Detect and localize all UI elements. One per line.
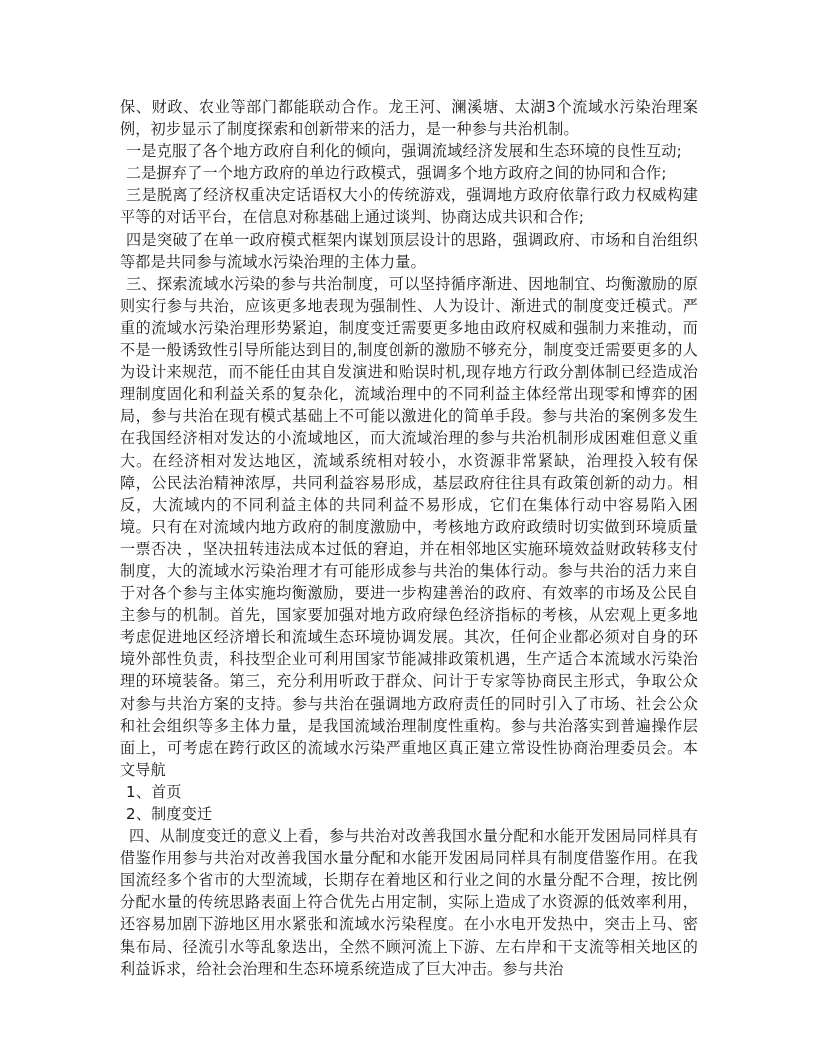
- paragraph: 四、从制度变迁的意义上看，参与共治对改善我国水量分配和水能开发困局同样具有借鉴作用参与共治对改善我国水量分配和水能开发困局同样具有制度借鉴作用。在我国流经多个省市的大型流域，长期存在着地区和行业之间的水量分配不合理，按比例分配水量的传统思路表面上符合优先占用定制，实际上造成了水资源的低效率利用，还容易加剧下游地区用水紧张和流域水污染程度。在小水电开发热中，突击上马、密集布局、径流引水等乱象迭出，全然不顾河流上下游、左右岸和干支流等相关地区的利益诉求，给社会治理和生态环境系统造成了巨大冲击。参与共治: [120, 827, 698, 978]
- paragraph: 二是摒弃了一个地方政府的单边行政模式，强调多个地方政府之间的协同和合作;: [126, 164, 667, 183]
- nav-link-home[interactable]: 1、首页: [126, 782, 182, 801]
- paragraph: 一是克服了各个地方政府自利化的倾向，强调流域经济发展和生态环境的良性互动;: [126, 142, 682, 161]
- document-body: [120, 96, 698, 980]
- nav-link-institutional-change[interactable]: 2、制度变迁: [126, 805, 213, 823]
- paragraph: 四是突破了在单一政府模式框架内谋划顶层设计的思路，强调政府、市场和自治组织等都是共同参与流域水污染治理的主体力量。: [120, 230, 698, 271]
- paragraph: 三是脱离了经济权重决定话语权大小的传统游戏，强调地方政府依靠行政力权威构建平等的对话平台，在信息对称基础上通过谈判、协商达成共识和合作;: [120, 186, 698, 227]
- paragraph: 保、财政、农业等部门都能联动合作。龙王河、澜溪塘、太湖3个流域水污染治理案例，初步显示了制度探索和创新带来的活力，是一种参与共治机制。: [120, 98, 698, 139]
- paragraph: 三、探索流域水污染的参与共治制度，可以坚持循序渐进、因地制宜、均衡激励的原则实行参与共治，应该更多地表现为强制性、人为设计、渐进式的制度变迁模式。严重的流域水污染治理形势紧迫，制度变迁需要更多地由政府权威和强制力来推动，而不是一般诱致性引导所能达到目的,制度创新的激励不够充分，制度变迁需要更多的人为设计来规范，而不能任由其自发演进和贻误时机,现存地方行政分割体制已经造成治理制度固化和利益关系的复杂化，流域治理中的不同利益主体经常出现零和博弈的困局，参与共治在现有模式基础上不可能以激进化的简单手段。参与共治的案例多发生在我国经济相对发达的小流域地区，而大流域治理的参与共治机制形成困难但意义重大。在经济相对发达地区，流域系统相对较小，水资源非常紧缺，治理投入较有保障，公民法治精神浓厚，共同利益容易形成，基层政府往往具有政策创新的动力。相反，大流域内的不同利益主体的共同利益不易形成，它们在集体行动中容易陷入困境。只有在对流域内地方政府的制度激励中，考核地方政府政绩时切实做到环境质量 一票否决 ，坚决扭转违法成本过低的窘迫，并在相邻地区实施环境效益财政转移支付制度，大的流域水污染治理才有可能形成参与共治的集体行动。参与共治的活力来自于对各个参与主体实施均衡激励，要进一步构建善治的政府、有效率的市场及公民自主参与的机制。首先，国家要加强对地方政府绿色经济指标的考核，从宏观上更多地考虑促进地区经济增长和流域生态环境协调发展。其次，任何企业都必须对自身的环境外部性负责，科技型企业可利用国家节能减排政策机遇，生产适合本流域水污染治理的环境装备。第三，充分利用听政于群众、问计于专家等协商民主形式，争取公众对参与共治方案的支持。参与共治在强调地方政府责任的同时引入了市场、社会公众和社会组织等多主体力量，是我国流域治理制度性重构。参与共治落实到普遍操作层面上，可考虑在跨行政区的流域水污染严重地区真正建立常设性协商治理委员会。本文导航: [120, 274, 698, 779]
